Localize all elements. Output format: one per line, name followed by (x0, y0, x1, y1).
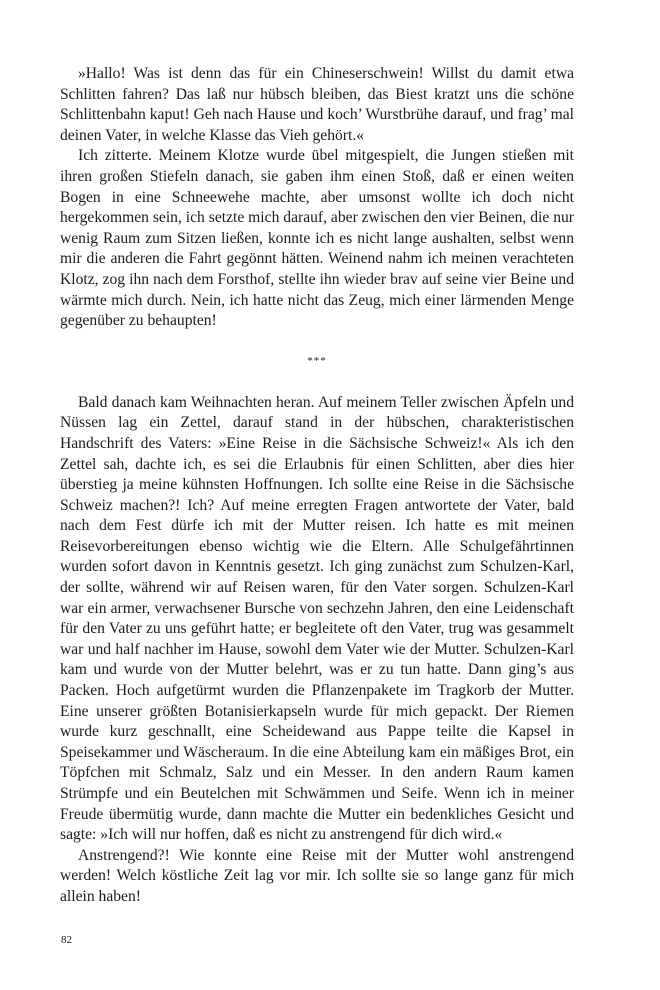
paragraph-weihnachten: Bald danach kam Weihnachten heran. Auf meinem Teller zwischen Äpfeln und Nüssen lag ein Zettel, darauf stand in der hübschen, charakteristischen Handschrift des Vaters: »Eine Reise in die Sächsische Schweiz!« Als ich den Zettel sah, dachte ich, es sei die Erlaubnis für einen Schlitten, aber dies hier überstieg ja meine kühnsten Hoffnungen. Ich sollte eine Reise in die Sächsische Schweiz machen?! Ich? Auf meine erregten Fragen antwortete der Vater, bald nach dem Fest dürfe ich mit der Mutter reisen. Ich hatte es mit meinen Reisevorbereitungen ebenso wichtig wie die Eltern. Alle Schulgefährtinnen wurden sofort davon in Kenntnis gesetzt. Ich ging zunächst zum Schulzen-Karl, der sollte, während wir auf Reisen waren, für den Vater sorgen. Schulzen-Karl war ein armer, verwachsener Bursche von sechzehn Jahren, den eine Leidenschaft für den Vater zu uns geführt hatte; er begleitete oft den Vater, trug was gesammelt war und half nachher im Hause, sowohl dem Vater wie der Mutter. Schulzen-Karl kam und wurde von der Mutter belehrt, was er zu tun hatte. Dann ging’s aus Packen. Hoch aufgetürmt wurden die Pflanzenpakete im Tragkorb der Mutter. Eine unserer größten Botanisierkapseln wurde für mich gepackt. Der Riemen wurde kurz geschnallt, eine Scheidewand aus Pappe teilte die Kapsel in Speisekammer und Wäscheraum. In die eine Abteilung kam ein mäßiges Brot, ein Töpfchen mit Schmalz, Salz und ein Messer. In den andern Raum kamen Strümpfe und ein Beutelchen mit Schwämmen und Seife. Wenn ich in meiner Freude übermütig wurde, dann machte die Mutter ein bedenkliches Gesicht und sagte: »Ich will nur hoffen, daß es nicht zu anstrengend für dich wird.« (60, 393, 574, 844)
paragraph-anstrengend: Anstrengend?! Wie konnte eine Reise mit der Mutter wohl anstrengend werden! Welch köstliche Zeit lag vor mir. Ich sollte sie so lange ganz für mich allein haben! (60, 846, 574, 905)
page-body (60, 64, 574, 908)
paragraph-zitterte: Ich zitterte. Meinem Klotze wurde übel mitgespielt, die Jungen stießen mit ihren großen Stiefeln danach, sie gaben ihm einen Stoß, daß er einen weiten Bogen in eine Schneewehe machte, aber umsonst wollte ich doch nicht hergekommen sein, ich setzte mich darauf, aber zwischen den vier Beinen, die nur wenig Raum zum Sitzen ließen, konnte ich es nicht lange aushalten, selbst wenn mir die anderen die Fahrt gegönnt hätten. Weinend nahm ich meinen verachteten Klotz, zog ihn nach dem Forsthof, stellte ihn wieder brav auf seine vier Beine und wärmte mich durch. Nein, ich hatte nicht das Zeug, mich einer lärmenden Menge gegenüber zu behaupten! (60, 147, 574, 330)
page-number: 82 (61, 934, 72, 946)
section-break: *** (307, 354, 327, 367)
paragraph-hallo: »Hallo! Was ist denn das für ein Chineserschwein! Willst du damit etwa Schlitten fahren? Das laß nur hübsch bleiben, das Biest kratzt uns die schöne Schlittenbahn kaput! Geh nach Hause und koch’ Wurstbrühe darauf, und frag’ mal deinen Vater, in welche Klasse das Vieh gehört.« (60, 65, 574, 144)
